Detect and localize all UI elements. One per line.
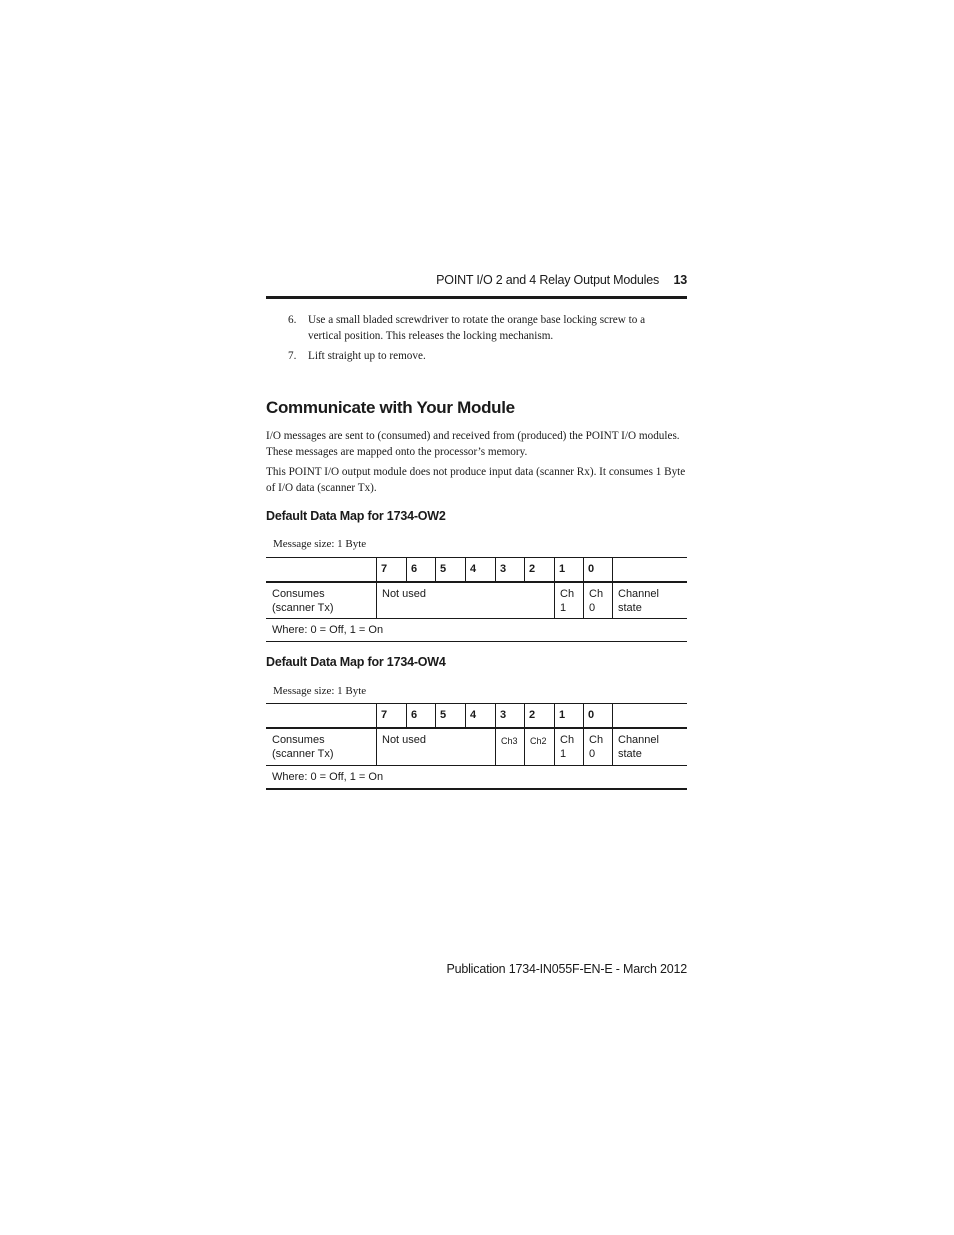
bit-header: 3 [500, 563, 507, 575]
step-text: Lift straight up to remove. [308, 350, 426, 362]
publication-footer: Publication 1734-IN055F-EN-E - March 2012 [446, 962, 687, 976]
ch1-cell: Ch 1 [560, 588, 575, 614]
not-used-cell: Not used [382, 734, 427, 746]
message-size: Message size: 1 Byte [273, 685, 367, 697]
bit-header: 5 [440, 563, 447, 575]
paragraph: I/O messages are sent to (consumed) and received from (produced) the POINT I/O modules. These messages are mapped onto the processor’s memory. [266, 430, 680, 458]
bit-header: 6 [411, 709, 418, 721]
ch2-cell: Ch2 [530, 736, 547, 746]
message-size: Message size: 1 Byte [273, 538, 367, 550]
bit-header: 3 [500, 709, 507, 721]
bit-header: 1 [559, 709, 566, 721]
bit-header: 2 [529, 563, 536, 575]
table-heading-ow4: Default Data Map for 1734-OW4 [266, 655, 446, 669]
bit-header: 6 [411, 563, 418, 575]
bit-header: 4 [470, 709, 477, 721]
data-map-table-ow4 [266, 703, 687, 791]
row-label: Consumes (scanner Tx) [272, 588, 334, 614]
bit-header: 7 [381, 563, 388, 575]
step-number: 7. [288, 350, 297, 362]
not-used-cell: Not used [382, 588, 427, 600]
ch0-cell: Ch 0 [589, 588, 604, 614]
row-label: Consumes (scanner Tx) [272, 734, 334, 760]
header-title: POINT I/O 2 and 4 Relay Output Modules [436, 273, 659, 287]
bit-header: 0 [588, 563, 595, 575]
running-header [266, 273, 687, 291]
data-map-table-ow2 [266, 557, 687, 643]
channel-state-cell: Channel state [618, 588, 659, 614]
page-number: 13 [673, 273, 687, 287]
ch0-cell: Ch 0 [589, 734, 604, 760]
table-footnote: Where: 0 = Off, 1 = On [272, 771, 384, 783]
step-number: 6. [288, 314, 297, 326]
section-title: Communicate with Your Module [266, 398, 515, 417]
step-text: Use a small bladed screwdriver to rotate the orange base locking screw to a vertical position. This releases the locking mechanism. [308, 314, 646, 342]
bit-header: 7 [381, 709, 388, 721]
ch3-cell: Ch3 [501, 736, 518, 746]
table-heading-ow2: Default Data Map for 1734-OW2 [266, 509, 446, 523]
bit-header: 4 [470, 563, 477, 575]
channel-state-cell: Channel state [618, 734, 659, 760]
ch1-cell: Ch 1 [560, 734, 575, 760]
paragraph: This POINT I/O output module does not produce input data (scanner Rx). It consumes 1 Byte of I/O data (scanner Tx). [266, 466, 686, 494]
header-rule [266, 296, 687, 299]
bit-header: 5 [440, 709, 447, 721]
bit-header: 1 [559, 563, 566, 575]
bit-header: 0 [588, 709, 595, 721]
bit-header: 2 [529, 709, 536, 721]
table-footnote: Where: 0 = Off, 1 = On [272, 624, 384, 636]
